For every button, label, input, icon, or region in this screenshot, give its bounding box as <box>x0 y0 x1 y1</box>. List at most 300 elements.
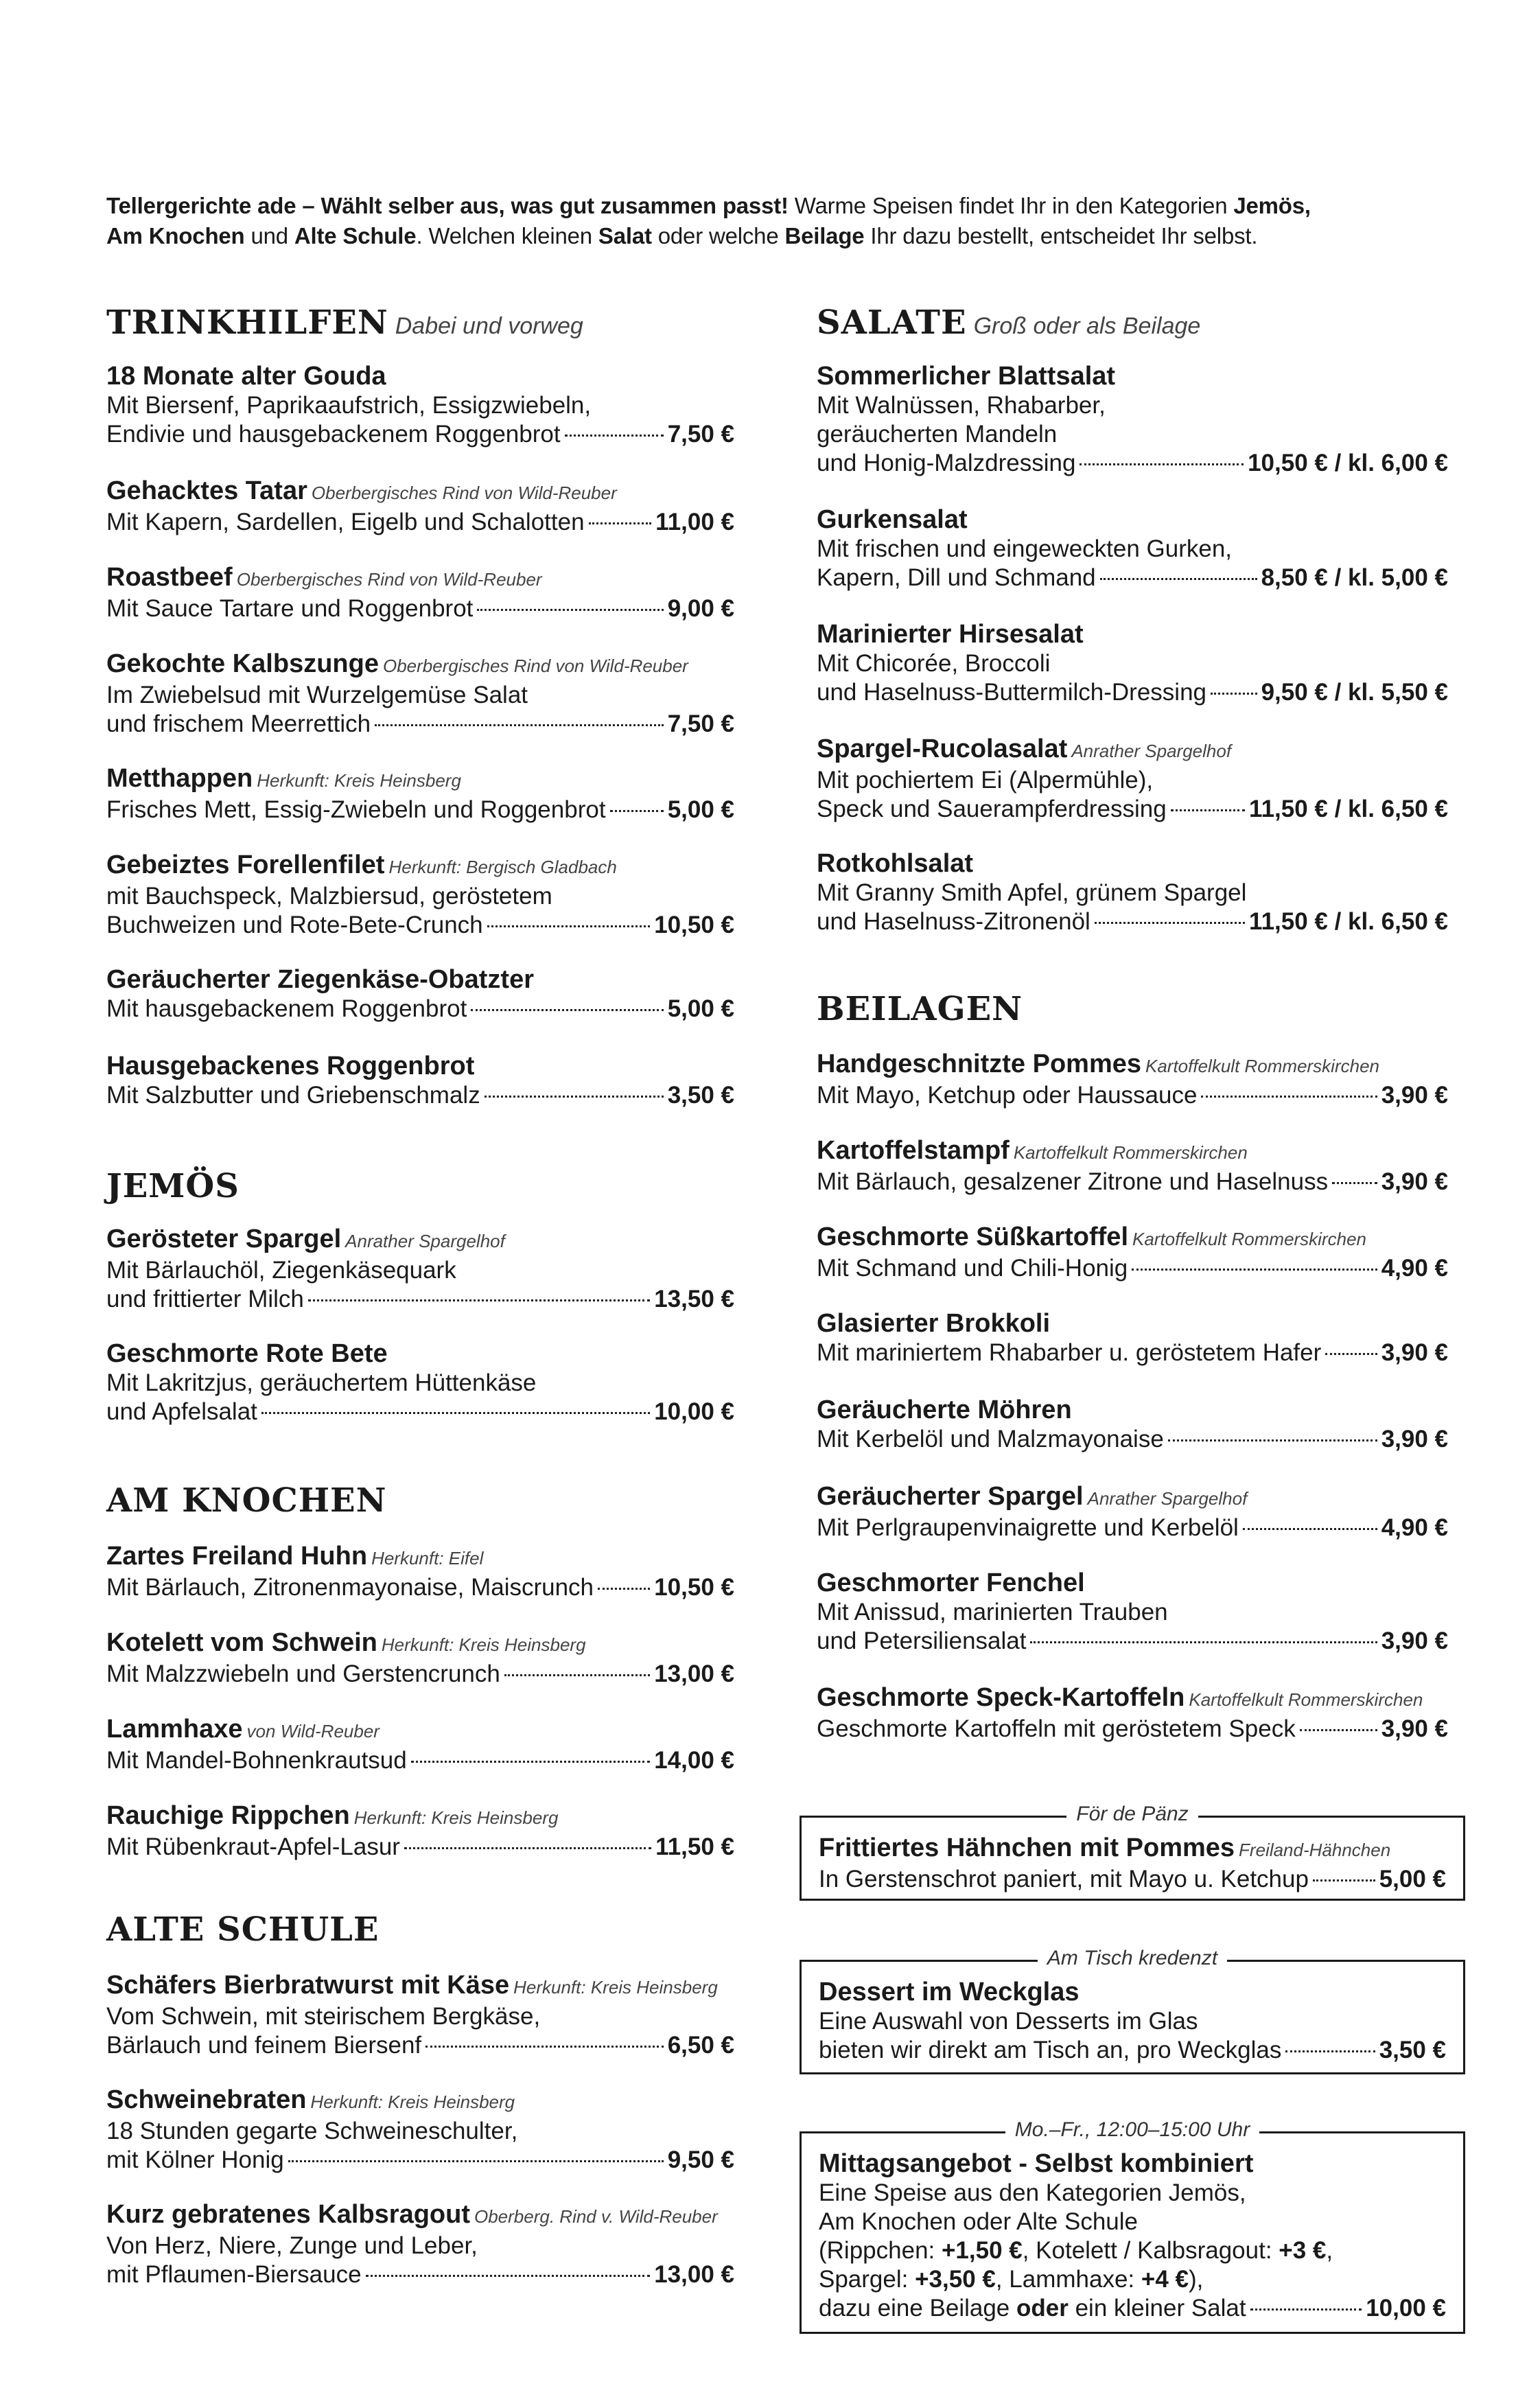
menu-item <box>817 361 1448 478</box>
leader-dots <box>308 1299 650 1301</box>
intro-text-3: Ihr dazu bestellt, entscheidet Ihr selbst. <box>864 223 1258 248</box>
menu-item <box>817 1395 1448 1454</box>
item-name: Rotkohlsalat <box>817 849 974 878</box>
item-desc: Geschmorte Kartoffeln mit geröstetem Speck <box>817 1715 1296 1742</box>
item-title <box>817 1135 1448 1168</box>
item-desc: geräucherten Mandeln <box>817 421 1058 448</box>
price-line <box>106 710 734 739</box>
price-line <box>106 1746 734 1775</box>
item-name: Sommerlicher Blattsalat <box>817 362 1116 391</box>
item-desc: Frisches Mett, Essig-Zwiebeln und Roggenbrot <box>106 796 606 823</box>
item-price: 11,50 € / kl. 6,50 € <box>1249 796 1448 822</box>
item-desc: und Apfelsalat <box>106 1398 257 1425</box>
item-title <box>817 1222 1448 1254</box>
box-content <box>819 1833 1446 1894</box>
item-desc: Mit Granny Smith Apfel, grünem Spargel <box>817 879 1247 906</box>
item-origin: Anrather Spargelhof <box>345 1231 505 1251</box>
menu-item <box>817 1049 1448 1110</box>
item-title <box>106 1541 734 1573</box>
item-price: 9,00 € <box>667 595 734 622</box>
item-price: 4,90 € <box>1381 1255 1448 1282</box>
item-name: Schäfers Bierbratwurst mit Käse <box>106 1971 510 2000</box>
menu-item <box>106 1051 734 1110</box>
item-name: Glasierter Brokkoli <box>817 1309 1051 1338</box>
item-desc: Vom Schwein, mit steirischem Bergkäse, <box>106 2003 541 2030</box>
item-desc: und Haselnuss-Zitronenöl <box>817 908 1090 935</box>
item-origin: Kartoffelkult Rommerskirchen <box>1132 1229 1366 1249</box>
item-title <box>819 2149 1446 2179</box>
item-desc: Mit mariniertem Rhabarber u. geröstetem Hafer <box>817 1339 1322 1366</box>
box-label-text: För de Pänz <box>1066 1803 1198 1825</box>
desc-part: , <box>1326 2237 1333 2264</box>
menu-item <box>817 1481 1448 1542</box>
item-desc: Mit Kerbelöl und Malzmayonaise <box>817 1426 1164 1452</box>
section-title: JEMÖS <box>106 1167 240 1205</box>
item-desc: Mit Bärlauch, gesalzener Zitrone und Haselnuss <box>817 1168 1329 1195</box>
leader-dots <box>1100 578 1257 580</box>
intro-text-2: . Welchen kleinen <box>416 223 598 248</box>
item-name: Lammhaxe <box>106 1715 243 1744</box>
item-origin: Herkunft: Kreis Heinsberg <box>513 1977 718 1998</box>
item-name: Kartoffelstampf <box>817 1136 1010 1165</box>
item-name: Geschmorte Rote Bete <box>106 1339 388 1368</box>
menu-item <box>106 476 734 537</box>
box-kids <box>800 1803 1465 1901</box>
menu-item <box>817 1135 1448 1196</box>
item-price: 6,50 € <box>667 2032 734 2059</box>
item-desc: Bärlauch und feinem Biersenf <box>106 2032 422 2059</box>
item-name: Metthappen <box>106 764 253 793</box>
leader-dots <box>1132 1269 1377 1271</box>
item-origin: Herkunft: Eifel <box>371 1548 484 1568</box>
intro-cat-amknochen: Am Knochen <box>106 223 245 248</box>
item-origin: Kartoffelkult Rommerskirchen <box>1145 1056 1379 1076</box>
item-origin: Freiland-Hähnchen <box>1239 1840 1391 1860</box>
item-desc: Mit Walnüssen, Rhabarber, <box>817 392 1106 419</box>
item-price: 13,00 € <box>654 2261 734 2288</box>
intro-und: und <box>244 223 294 248</box>
item-price: 11,00 € <box>655 509 734 535</box>
item-title <box>817 1308 1448 1339</box>
intro-text <box>106 191 1410 251</box>
box-label-text: Mo.–Fr., 12:00–15:00 Uhr <box>1005 2118 1259 2141</box>
item-price: 3,90 € <box>1381 1168 1448 1195</box>
item-title <box>817 848 1448 879</box>
item-name: Gerösteter Spargel <box>106 1225 342 1253</box>
item-price: 10,00 € <box>654 1398 734 1425</box>
menu-item <box>817 1568 1448 1656</box>
box-label <box>802 1803 1463 1826</box>
leader-dots <box>1080 463 1244 465</box>
item-desc: Von Herz, Niere, Zunge und Leber, <box>106 2232 478 2259</box>
intro-salat: Salat <box>598 223 652 248</box>
price-line <box>106 1573 734 1602</box>
leader-dots <box>1171 809 1245 811</box>
price-line <box>817 678 1448 707</box>
item-title <box>817 1049 1448 1081</box>
item-price: 9,50 € / kl. 5,50 € <box>1261 679 1448 706</box>
desc-part: ), <box>1189 2266 1204 2293</box>
item-origin: Anrather Spargelhof <box>1087 1488 1248 1509</box>
leader-dots <box>1243 1528 1377 1530</box>
section-trinkhilfen-header <box>106 303 583 342</box>
item-name: Geschmorter Fenchel <box>817 1568 1085 1597</box>
intro-oder: oder welche <box>651 223 785 248</box>
leader-dots <box>261 1412 650 1414</box>
item-title <box>819 1833 1446 1865</box>
item-name: 18 Monate alter Gouda <box>106 362 386 391</box>
item-price: 11,50 € / kl. 6,50 € <box>1249 908 1448 935</box>
desc-part: Spargel: <box>819 2266 915 2293</box>
price-line <box>106 1398 734 1426</box>
intro-text-1: Warme Speisen findet Ihr in den Kategorien <box>788 193 1234 218</box>
price-line <box>106 1285 734 1314</box>
box-dessert <box>800 1947 1465 2074</box>
item-desc: und Honig-Malzdressing <box>817 450 1076 476</box>
item-title <box>106 1628 734 1660</box>
leader-dots <box>1332 1182 1377 1184</box>
item-desc: Mit Sauce Tartare und Roggenbrot <box>106 595 474 622</box>
section-subtitle: Groß oder als Beilage <box>973 313 1201 339</box>
price-line <box>106 911 734 940</box>
item-title <box>106 964 734 995</box>
box-label <box>802 1947 1463 1970</box>
intro-cat-alteschule: Alte Schule <box>294 223 417 248</box>
item-desc: Mit Mandel-Bohnenkrautsud <box>106 1747 407 1774</box>
box-label <box>802 2118 1463 2142</box>
price-line <box>106 796 734 824</box>
leader-dots <box>485 1096 664 1098</box>
price-line <box>817 1514 1448 1542</box>
surcharge: +1,50 € <box>941 2237 1023 2264</box>
box-label-text: Am Tisch kredenzt <box>1038 1947 1227 1969</box>
leader-dots <box>477 609 663 611</box>
menu-item <box>106 562 734 623</box>
menu-item <box>106 964 734 1023</box>
leader-dots <box>1325 1353 1377 1355</box>
item-desc: Im Zwiebelsud mit Wurzelgemüse Salat <box>106 682 528 708</box>
item-name: Geräucherte Möhren <box>817 1396 1072 1424</box>
item-title <box>106 476 734 508</box>
menu-item <box>106 1541 734 1602</box>
item-title <box>106 2199 734 2232</box>
price-line <box>106 508 734 537</box>
item-price: 3,90 € <box>1381 1426 1448 1452</box>
surcharge: +3,50 € <box>915 2266 996 2293</box>
item-price: 3,50 € <box>667 1082 734 1109</box>
item-name: Geschmorte Süßkartoffel <box>817 1223 1128 1251</box>
price-line <box>817 1425 1448 1454</box>
item-desc: Mit Bärlauch, Zitronenmayonaise, Maiscrunch <box>106 1574 594 1601</box>
item-desc: In Gerstenschrot paniert, mit Mayo u. Ketchup <box>819 1866 1309 1892</box>
leader-dots <box>425 2046 664 2048</box>
surcharge: +3 € <box>1279 2237 1327 2264</box>
leader-dots <box>1030 1641 1377 1643</box>
item-desc: Mit Kapern, Sardellen, Eigelb und Schalotten <box>106 509 585 535</box>
intro-beilage: Beilage <box>784 223 865 248</box>
leader-dots <box>471 1009 663 1011</box>
leader-dots <box>589 522 652 524</box>
item-name: Gehacktes Tatar <box>106 476 307 505</box>
price-line <box>817 1168 1448 1196</box>
desc-emphasis: oder <box>1016 2295 1069 2322</box>
price-line <box>817 795 1448 824</box>
item-origin: Herkunft: Kreis Heinsberg <box>381 1634 586 1655</box>
item-title <box>106 1714 734 1746</box>
price-line <box>106 594 734 623</box>
item-desc: Mit Anissud, marinierten Trauben <box>817 1599 1168 1625</box>
item-price: 10,00 € <box>1366 2295 1446 2322</box>
item-desc: Kapern, Dill und Schmand <box>817 564 1096 591</box>
item-desc: Mit Mayo, Ketchup oder Haussauce <box>817 1082 1198 1109</box>
menu-item <box>106 1801 734 1862</box>
item-title <box>106 649 734 681</box>
item-title <box>106 1970 734 2002</box>
price-line <box>106 2031 734 2060</box>
menu-item <box>817 1222 1448 1283</box>
item-price: 7,50 € <box>667 710 734 737</box>
item-price: 3,90 € <box>1381 1082 1448 1109</box>
section-amknochen-header <box>106 1481 387 1520</box>
item-name: Kurz gebratenes Kalbsragout <box>106 2200 470 2229</box>
leader-dots <box>1201 1096 1377 1098</box>
item-desc: Mit Rübenkraut-Apfel-Lasur <box>106 1833 400 1860</box>
item-price: 3,50 € <box>1379 2037 1446 2063</box>
price-line <box>106 1833 734 1862</box>
intro-cat-jemoes: Jemös, <box>1233 193 1311 218</box>
menu-item <box>106 1628 734 1689</box>
item-name: Rauchige Rippchen <box>106 1801 350 1830</box>
item-desc: Mit frischen und eingeweckten Gurken, <box>817 535 1233 562</box>
price-line <box>817 907 1448 936</box>
price-line <box>817 1339 1448 1367</box>
leader-dots <box>1313 1879 1375 1882</box>
item-name: Gekochte Kalbszunge <box>106 649 379 678</box>
box-content <box>819 2149 1446 2323</box>
item-origin: Oberberg. Rind v. Wild-Reuber <box>474 2206 718 2227</box>
item-desc: Mit Malzzwiebeln und Gerstencrunch <box>106 1660 500 1687</box>
item-origin: von Wild-Reuber <box>246 1721 380 1741</box>
item-origin: Kartoffelkult Rommerskirchen <box>1013 1142 1248 1163</box>
menu-item <box>106 2199 734 2289</box>
item-name: Zartes Freiland Huhn <box>106 1542 368 1571</box>
desc-part: (Rippchen: <box>819 2237 942 2264</box>
item-desc: Eine Auswahl von Desserts im Glas <box>819 2008 1198 2035</box>
price-line <box>819 1865 1446 1894</box>
desc-part: , Kotelett / Kalbsragout: <box>1022 2237 1279 2264</box>
item-price: 14,00 € <box>654 1747 734 1774</box>
item-desc: bieten wir direkt am Tisch an, pro Weckglas <box>819 2037 1282 2063</box>
item-title <box>106 1801 734 1833</box>
item-title <box>106 850 734 882</box>
price-line <box>106 1081 734 1110</box>
menu-item <box>106 649 734 739</box>
item-desc <box>819 2265 1446 2294</box>
item-desc: Buchweizen und Rote-Bete-Crunch <box>106 912 483 938</box>
menu-item <box>106 850 734 940</box>
item-title <box>106 763 734 796</box>
item-title <box>817 619 1448 649</box>
item-desc: Mit Lakritzjus, geräuchertem Hüttenkäse <box>106 1369 537 1396</box>
menu-item <box>106 1970 734 2060</box>
price-line <box>817 1081 1448 1110</box>
menu-item <box>106 1714 734 1775</box>
price-line <box>817 1627 1448 1656</box>
item-title <box>106 1339 734 1369</box>
leader-dots <box>1095 922 1245 924</box>
item-name: Roastbeef <box>106 563 233 592</box>
item-price: 3,90 € <box>1381 1339 1448 1366</box>
intro-headline: Tellergerichte ade – Wählt selber aus, was gut zusammen passt! <box>106 193 789 218</box>
item-desc: Mit Biersenf, Paprikaaufstrich, Essigzwiebeln, <box>106 392 592 419</box>
item-price: 4,90 € <box>1381 1514 1448 1541</box>
menu-item <box>106 2085 734 2175</box>
item-title <box>817 734 1448 766</box>
menu-item <box>106 763 734 824</box>
item-price: 7,50 € <box>667 421 734 448</box>
item-name: Gebeiztes Forellenfilet <box>106 850 385 879</box>
item-title <box>106 1224 734 1256</box>
item-title <box>817 1568 1448 1598</box>
item-desc: Mit Bärlauchöl, Ziegenkäsequark <box>106 1257 456 1284</box>
item-title <box>817 1395 1448 1425</box>
leader-dots <box>487 925 651 927</box>
section-title: AM KNOCHEN <box>106 1481 387 1520</box>
item-price: 8,50 € / kl. 5,00 € <box>1261 564 1448 591</box>
item-desc: Mit Chicorée, Broccoli <box>817 650 1051 677</box>
item-price: 11,50 € <box>655 1833 734 1860</box>
menu-item <box>817 1308 1448 1367</box>
item-price: 10,50 € <box>654 912 734 938</box>
item-desc: Eine Speise aus den Kategorien Jemös, <box>819 2179 1246 2206</box>
item-name: Hausgebackenes Roggenbrot <box>106 1052 475 1080</box>
item-desc: und Petersiliensalat <box>817 1628 1027 1654</box>
section-salate-header <box>817 303 1200 342</box>
leader-dots <box>1285 2050 1375 2052</box>
item-name: Schweinebraten <box>106 2085 307 2114</box>
item-desc: Endivie und hausgebackenem Roggenbrot <box>106 421 561 448</box>
leader-dots <box>504 1674 650 1676</box>
menu-item <box>817 848 1448 936</box>
menu-item <box>106 1224 734 1314</box>
item-desc: Mit pochiertem Ei (Alpermühle), <box>817 767 1154 794</box>
item-desc: mit Pflaumen-Biersauce <box>106 2261 362 2288</box>
item-desc: Mit Salzbutter und Griebenschmalz <box>106 1082 480 1109</box>
item-title <box>106 562 734 594</box>
section-title: SALATE <box>817 303 967 342</box>
leader-dots <box>404 1847 651 1849</box>
item-price: 5,00 € <box>1379 1866 1446 1892</box>
item-price: 10,50 € / kl. 6,00 € <box>1248 450 1448 476</box>
item-origin: Kartoffelkult Rommerskirchen <box>1189 1689 1423 1710</box>
item-price: 3,90 € <box>1381 1715 1448 1742</box>
price-line <box>819 2294 1446 2323</box>
item-price: 10,50 € <box>654 1574 734 1601</box>
item-desc: Speck und Sauerampferdressing <box>817 796 1167 822</box>
item-name: Geräucherter Spargel <box>817 1482 1084 1511</box>
price-line <box>106 2146 734 2175</box>
section-jemoes-header <box>106 1167 240 1205</box>
surcharge: +4 € <box>1141 2266 1189 2293</box>
menu-item <box>817 734 1448 824</box>
leader-dots <box>598 1588 650 1590</box>
item-title <box>819 1977 1446 2007</box>
item-name: Spargel-Rucolasalat <box>817 734 1068 763</box>
price-line <box>817 1715 1448 1744</box>
section-subtitle: Dabei und vorweg <box>395 313 583 339</box>
item-desc: Am Knochen oder Alte Schule <box>819 2208 1139 2235</box>
item-desc <box>819 2236 1446 2265</box>
item-price: 3,90 € <box>1381 1628 1448 1654</box>
item-price: 13,50 € <box>654 1286 734 1312</box>
section-title: TRINKHILFEN <box>106 303 388 342</box>
price-line <box>819 2036 1446 2065</box>
price-line <box>817 1254 1448 1283</box>
item-name: Frittiertes Hähnchen mit Pommes <box>819 1833 1235 1862</box>
desc-part: ein kleiner Salat <box>1068 2295 1246 2322</box>
section-beilagen-header <box>817 990 1023 1028</box>
menu-item <box>817 619 1448 707</box>
item-desc: und frischem Meerrettich <box>106 710 371 737</box>
leader-dots <box>366 2275 651 2277</box>
item-price: 9,50 € <box>667 2146 734 2173</box>
item-desc: mit Kölner Honig <box>106 2146 284 2173</box>
price-line <box>106 1660 734 1689</box>
item-price: 13,00 € <box>654 1660 734 1687</box>
price-line <box>106 420 734 449</box>
leader-dots <box>1300 1729 1377 1731</box>
item-title <box>106 1051 734 1081</box>
item-name: Geräucherter Ziegenkäse-Obatzter <box>106 965 535 994</box>
item-desc <box>819 2294 1246 2323</box>
item-origin: Anrather Spargelhof <box>1071 741 1232 761</box>
section-title: BEILAGEN <box>817 990 1023 1028</box>
intro-line-2 <box>106 221 1410 251</box>
section-title: ALTE SCHULE <box>106 1910 380 1949</box>
item-origin: Oberbergisches Rind von Wild-Reuber <box>236 569 542 590</box>
box-lunch <box>800 2118 1465 2334</box>
item-origin: Oberbergisches Rind von Wild-Reuber <box>311 483 617 503</box>
item-name: Kotelett vom Schwein <box>106 1628 377 1657</box>
price-line <box>106 2260 734 2289</box>
menu-item <box>817 1682 1448 1744</box>
item-origin: Herkunft: Kreis Heinsberg <box>257 770 461 791</box>
item-desc: und frittierter Milch <box>106 1286 304 1312</box>
menu-item <box>106 1339 734 1426</box>
leader-dots <box>1211 693 1257 695</box>
item-desc: mit Bauchspeck, Malzbiersud, geröstetem <box>106 883 552 910</box>
item-title <box>817 1682 1448 1715</box>
leader-dots <box>1168 1439 1377 1442</box>
item-price: 5,00 € <box>667 995 734 1022</box>
item-name: Gurkensalat <box>817 505 968 534</box>
item-name: Marinierter Hirsesalat <box>817 620 1084 649</box>
leader-dots <box>375 724 664 726</box>
leader-dots <box>288 2160 664 2162</box>
item-origin: Oberbergisches Rind von Wild-Reuber <box>382 656 688 676</box>
item-origin: Herkunft: Kreis Heinsberg <box>310 2092 515 2112</box>
menu-item <box>817 505 1448 592</box>
item-name: Handgeschnitzte Pommes <box>817 1050 1141 1078</box>
item-name: Dessert im Weckglas <box>819 1978 1080 2006</box>
menu-item <box>106 361 734 449</box>
intro-line-1 <box>106 191 1410 221</box>
desc-part: , Lammhaxe: <box>995 2266 1141 2293</box>
item-desc: Mit Perlgraupenvinaigrette und Kerbelöl <box>817 1514 1239 1541</box>
box-content <box>819 1977 1446 2065</box>
leader-dots <box>610 810 664 812</box>
item-title <box>817 361 1448 391</box>
